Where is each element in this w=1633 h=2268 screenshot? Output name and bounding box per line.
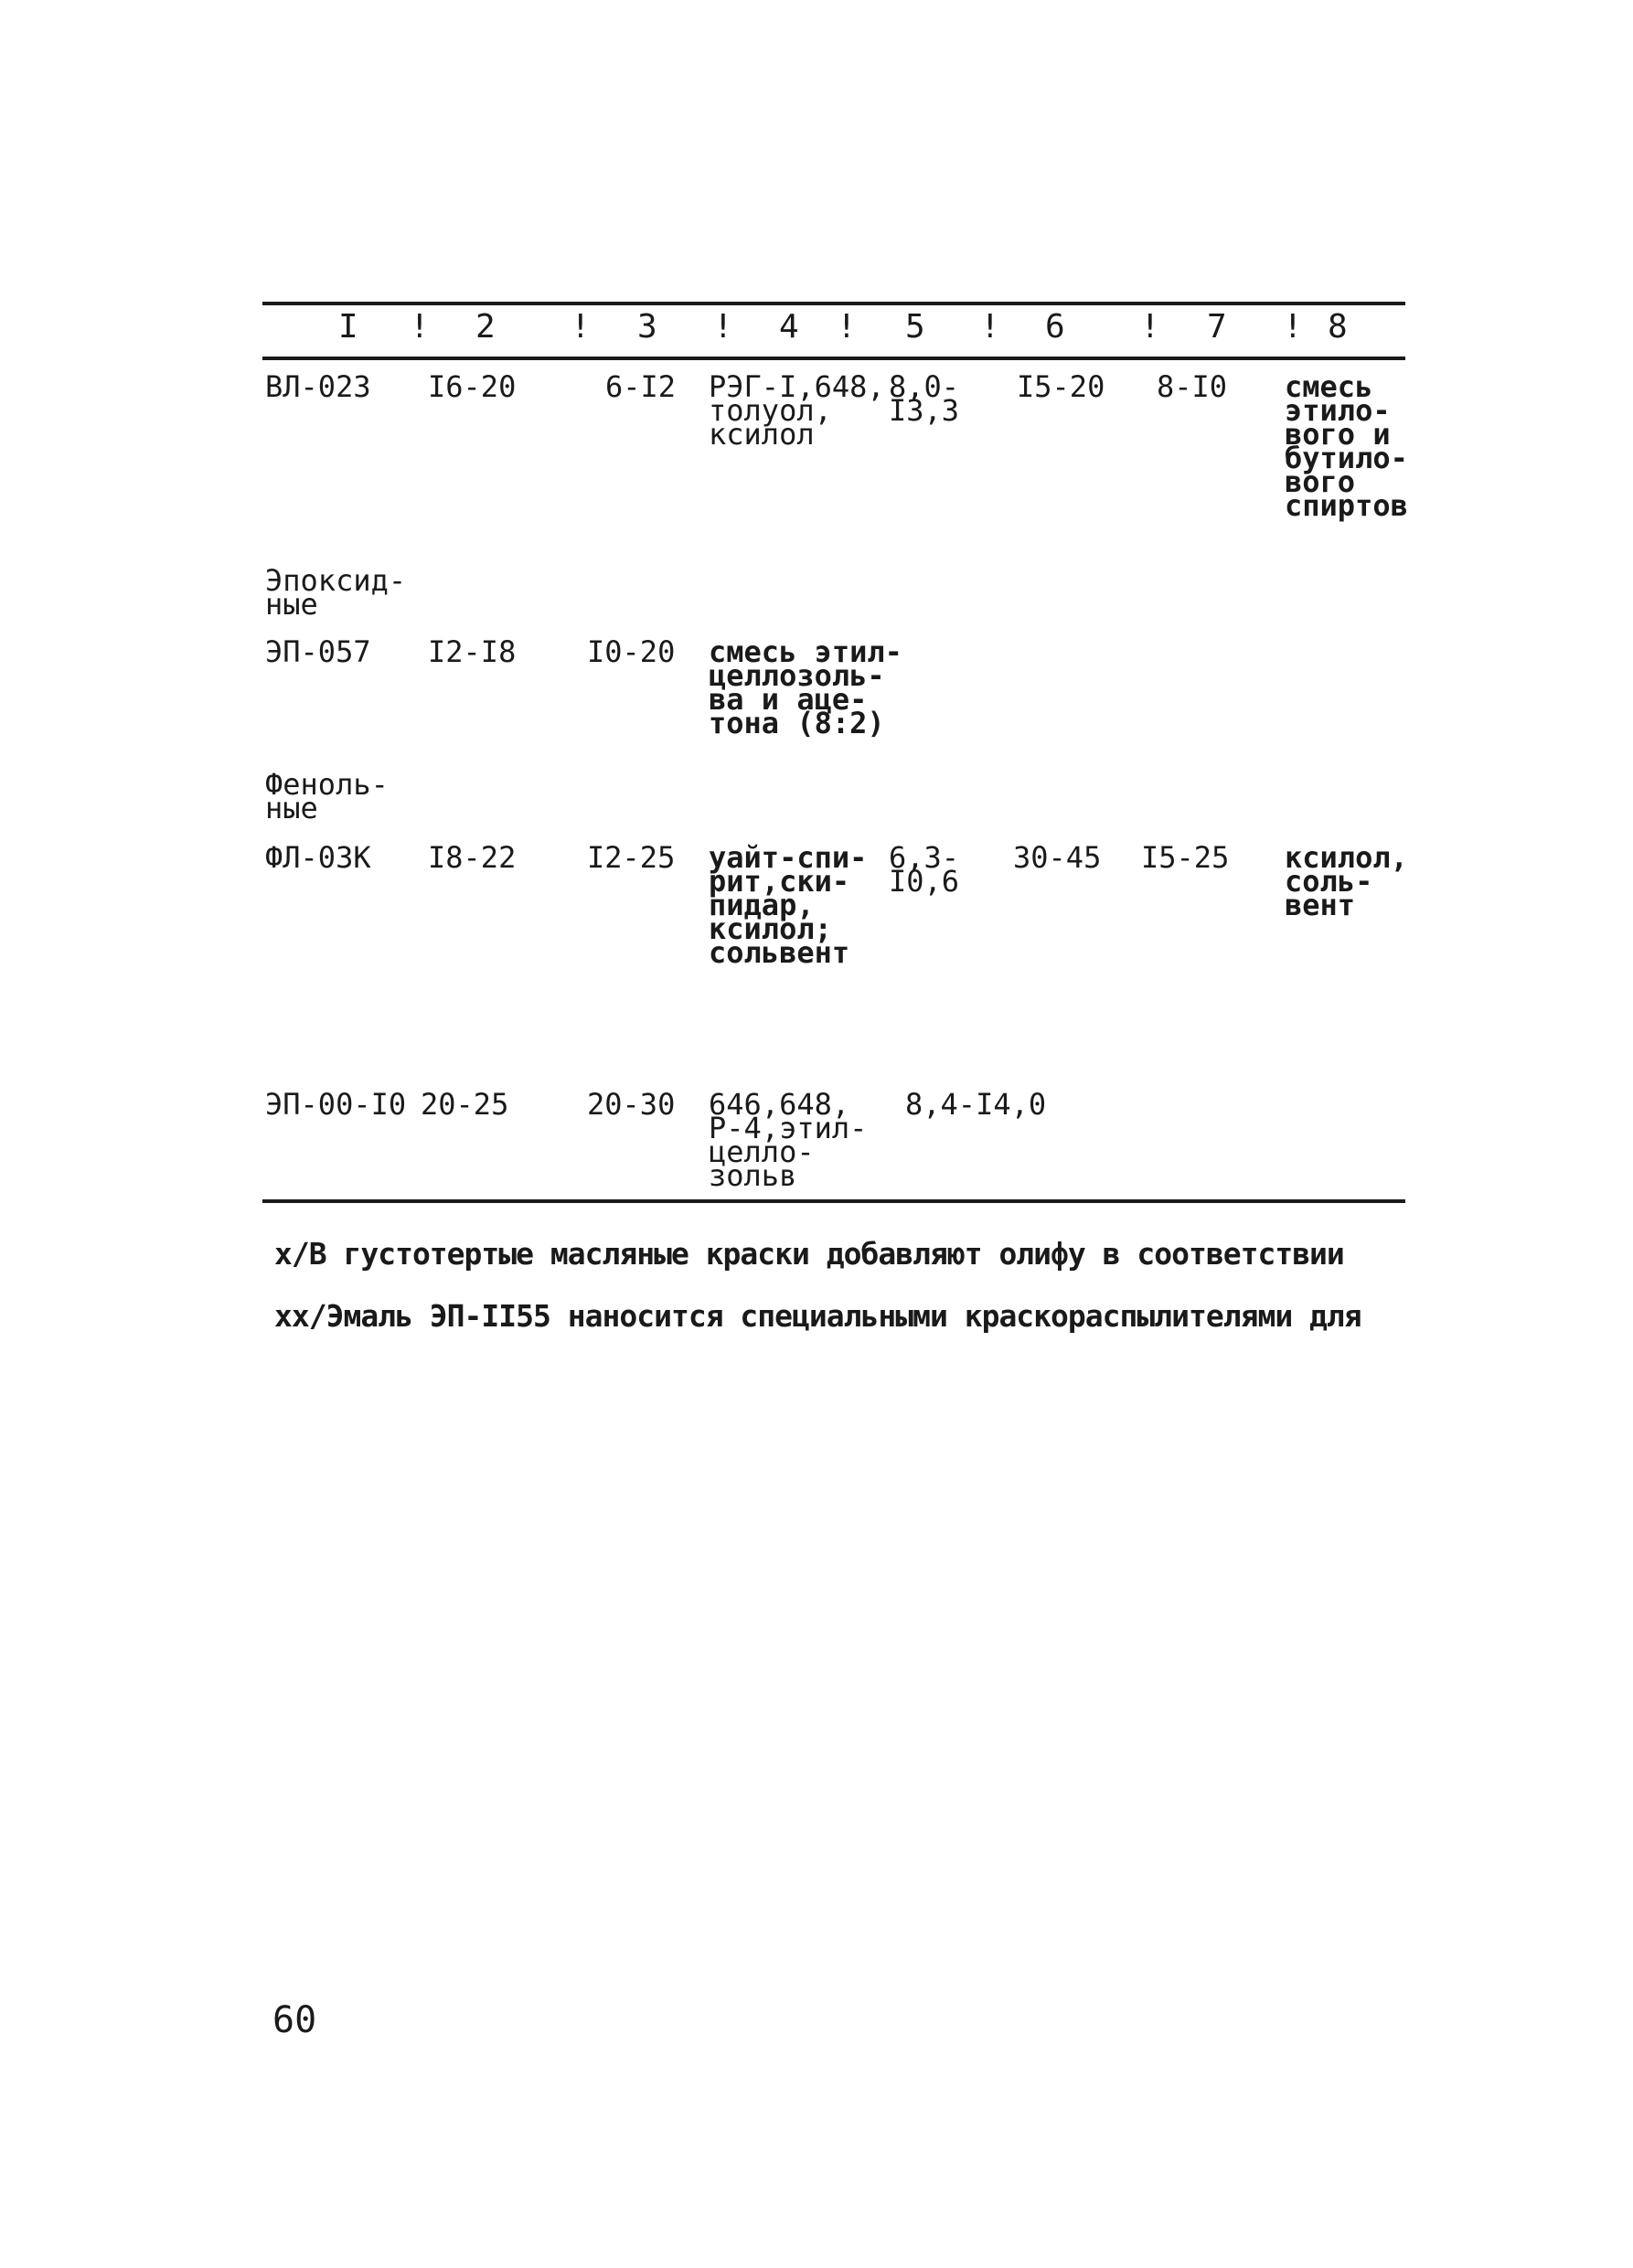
header-col-5: 5	[905, 308, 925, 346]
table-top-rule	[262, 302, 1405, 305]
cell-col-3: I0-20	[587, 634, 676, 669]
group-label: Эпоксид- ные	[265, 563, 407, 622]
header-col-1: I	[338, 308, 358, 346]
cell-col-3: 20-30	[587, 1087, 676, 1122]
cell-col-2: I2-I8	[428, 634, 517, 669]
header-col-2: 2	[475, 308, 496, 346]
page-number: 60	[272, 1999, 317, 2041]
header-col-8: 8	[1328, 308, 1348, 346]
cell-col-6: 30-45	[1013, 840, 1102, 875]
header-col-7: 7	[1207, 308, 1227, 346]
cell-col-4: РЭГ-I,648, толуол, ксилол	[709, 369, 885, 452]
cell-brand: ЭП-057	[265, 634, 371, 669]
cell-col-5: 8,4-I4,0	[905, 1087, 1047, 1122]
cell-brand: ФЛ-03К	[265, 840, 371, 875]
cell-col-7: 8-I0	[1157, 369, 1228, 404]
group-label: Феноль- ные	[265, 767, 389, 825]
cell-col-4: уайт-спи- рит,ски- пидар, ксилол; сольвент	[709, 840, 868, 970]
cell-col-4: смесь этил- целлозоль- ва и аце- тона (8:2)	[709, 634, 902, 740]
cell-col-8: ксилол, соль- вент	[1285, 840, 1408, 922]
table-bottom-rule	[262, 1199, 1405, 1203]
cell-col-3: I2-25	[587, 840, 676, 875]
cell-col-2: I6-20	[428, 369, 517, 404]
cell-col-8: смесь этило- вого и бутило- вого спиртов	[1285, 369, 1408, 523]
header-separator: !	[410, 308, 430, 346]
header-separator: !	[980, 308, 1000, 346]
footnote: х/В густотертые масляные краски добавляют олифу в соответствии	[274, 1236, 1344, 1272]
cell-col-7: I5-25	[1141, 840, 1230, 875]
header-separator: !	[1283, 308, 1303, 346]
cell-col-2: 20-25	[421, 1087, 509, 1122]
cell-col-2: I8-22	[428, 840, 517, 875]
cell-col-5: 6,3- I0,6	[889, 840, 960, 899]
cell-col-6: I5-20	[1017, 369, 1105, 404]
cell-col-5: 8,0- I3,3	[889, 369, 960, 428]
table-header-rule	[262, 357, 1405, 360]
header-col-3: 3	[637, 308, 657, 346]
footnote: хх/Эмаль ЭП-II55 наносится специальными краскораспылителями для	[274, 1298, 1361, 1334]
header-separator: !	[837, 308, 857, 346]
header-separator: !	[713, 308, 733, 346]
header-separator: !	[1140, 308, 1160, 346]
cell-brand: ВЛ-023	[265, 369, 371, 404]
header-col-4: 4	[779, 308, 799, 346]
cell-col-3: 6-I2	[605, 369, 677, 404]
header-separator: !	[571, 308, 591, 346]
cell-col-4: 646,648, Р-4,этил- целло- зольв	[709, 1087, 868, 1193]
cell-brand: ЭП-00-I0	[265, 1087, 407, 1122]
header-col-6: 6	[1045, 308, 1065, 346]
